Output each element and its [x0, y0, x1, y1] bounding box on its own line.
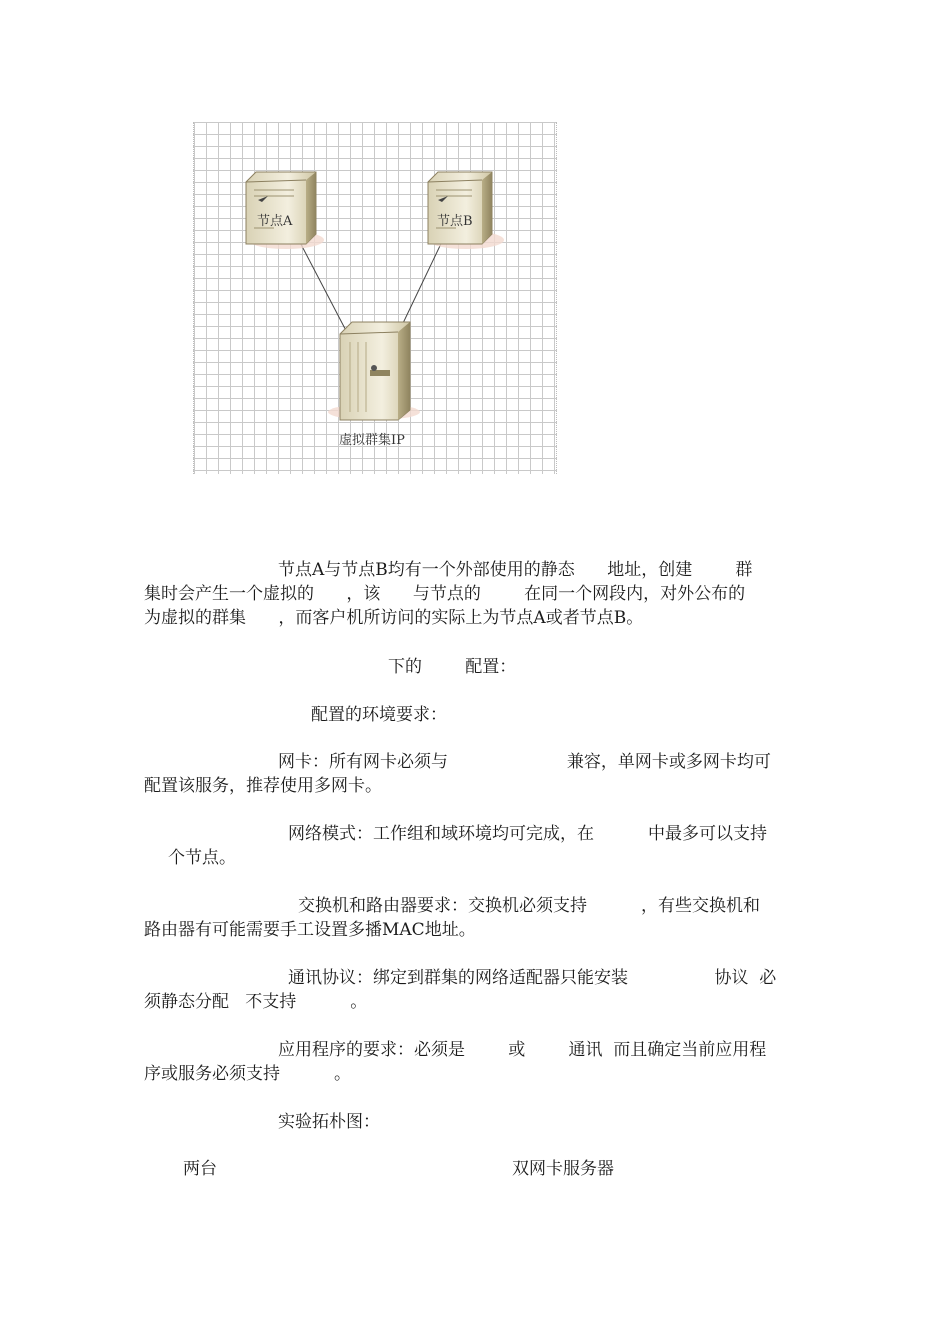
- heading-env: 配置的环境要求：: [311, 705, 447, 725]
- cluster-server-icon: [328, 322, 420, 420]
- last-line-left: 两台: [183, 1159, 217, 1179]
- diagram-svg: [194, 122, 556, 474]
- switch-line-1: 交换机和路由器要求：交换机必须支持 ，有些交换机和: [298, 896, 761, 916]
- intro-line-3: 为虚拟的群集 ，而客户机所访问的实际上为节点A或者节点B。: [144, 608, 644, 628]
- cluster-diagram: [193, 122, 557, 474]
- app-line-1: 应用程序的要求：必须是 或 通讯 而且确定当前应用程: [278, 1040, 767, 1060]
- network-mode-line-2: 个节点。: [168, 848, 236, 868]
- nic-line-1: 网卡：所有网卡必须与 兼容，单网卡或多网卡均可: [278, 752, 771, 772]
- node-a-label: 节点A: [257, 214, 293, 229]
- heading-config: 下的 配置：: [388, 657, 517, 677]
- last-line-right: 双网卡服务器: [512, 1159, 614, 1179]
- server-a-icon: [246, 172, 324, 249]
- network-mode-line-1: 网络模式：工作组和域环境均可完成，在 中最多可以支持: [288, 824, 768, 844]
- protocol-line-1: 通讯协议：绑定到群集的网络适配器只能安装 协议 必: [288, 968, 777, 988]
- intro-line-1: 节点A与节点B均有一个外部使用的静态 地址，创建 群: [278, 560, 753, 580]
- intro-line-2: 集时会产生一个虚拟的 ，该 与节点的 在同一个网段内，对外公布的: [144, 584, 746, 604]
- node-b-label: 节点B: [437, 214, 473, 229]
- cluster-ip-label: 虚拟群集IP: [339, 433, 405, 448]
- topology-heading: 实验拓朴图：: [278, 1112, 380, 1132]
- protocol-line-2: 须静态分配 不支持 。: [144, 992, 368, 1012]
- server-b-icon: [428, 172, 504, 249]
- switch-line-2: 路由器有可能需要手工设置多播MAC地址。: [144, 920, 476, 940]
- nic-line-2: 配置该服务，推荐使用多网卡。: [144, 776, 382, 796]
- app-line-2: 序或服务必须支持 。: [144, 1064, 352, 1084]
